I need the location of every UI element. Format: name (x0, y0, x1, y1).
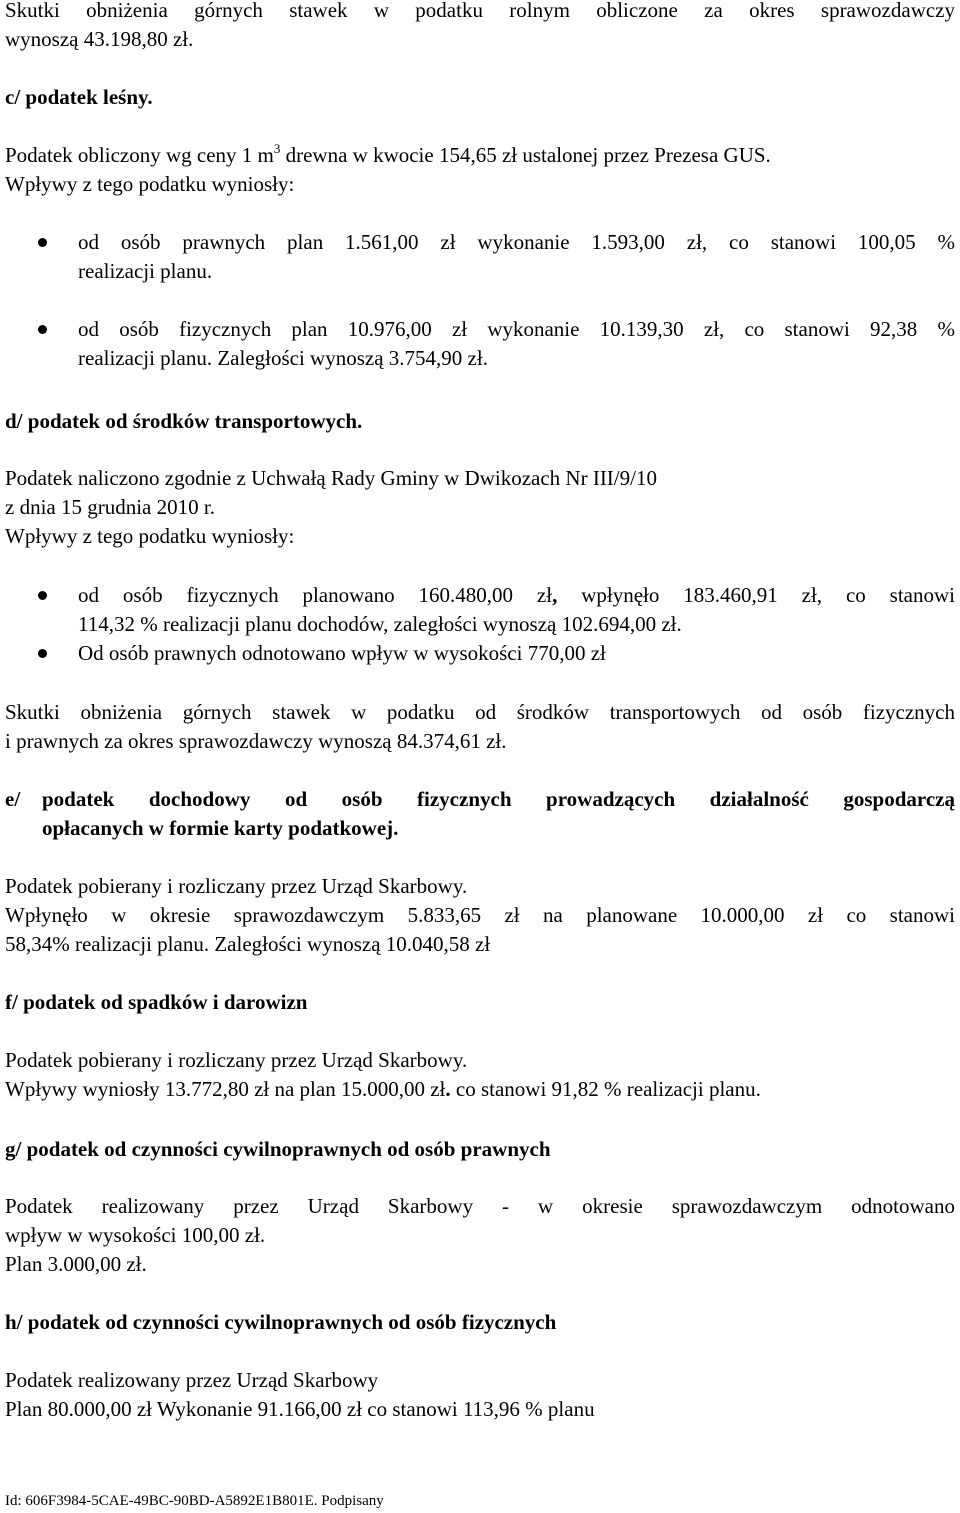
text-line: Podatek realizowany przez Urząd Skarbowy - w okresie sprawozdawczym odnotowano (5, 1194, 955, 1218)
text-line: Podatek naliczono zgodnie z Uchwałą Rady Gminy w Dwikozach Nr III/9/10 (5, 466, 657, 490)
text-line: i prawnych za okres sprawozdawczy wynoszą 84.374,61 zł. (5, 729, 507, 753)
text-line: realizacji planu. Zaległości wynoszą 3.754,90 zł. (78, 346, 488, 370)
text-line: Skutki obniżenia górnych stawek w podatku rolnym obliczone za okres sprawozdawczy (5, 0, 955, 22)
text-line: od osób fizycznych plan 10.976,00 zł wykonanie 10.139,30 zł, co stanowi 92,38 % (78, 317, 955, 341)
list-item-lesny-prawne (78, 228, 955, 286)
document-id-footer: Id: 606F3984-5CAE-49BC-90BD-A5892E1B801E. Podpisany (5, 1493, 384, 1509)
paragraph-transport-skutki (5, 698, 955, 756)
text-line: realizacji planu. (78, 259, 213, 283)
paragraph-pcc-prawne (5, 1192, 955, 1279)
text-line: od osób prawnych plan 1.561,00 zł wykonanie 1.593,00 zł, co stanowi 100,05 % (78, 230, 955, 254)
text-fragment: , (552, 583, 558, 607)
bullet-icon (38, 325, 47, 334)
list-item-transport-fizyczne (78, 581, 955, 639)
text-fragment: od osób fizycznych planowano 160.480,00 zł (78, 583, 553, 607)
text-line: z dnia 15 grudnia 2010 r. (5, 495, 215, 519)
paragraph-lesny-intro (5, 141, 955, 199)
paragraph-pcc-fizyczne (5, 1366, 955, 1424)
paragraph-spadki-darowizny (5, 1046, 955, 1104)
text-line: Podatek pobierany i rozliczany przez Urząd Skarbowy. (5, 874, 468, 898)
text-line (5, 1075, 955, 1104)
heading-karta-podatkowa (42, 785, 955, 843)
bullet-icon (38, 238, 47, 247)
text-fragment: co stanowi 91,82 % realizacji planu. (450, 1077, 761, 1101)
text-fragment: drewna w kwocie 154,65 zł ustalonej przez Prezesa GUS. (280, 143, 771, 167)
superscript: 3 (273, 141, 281, 156)
text-fragment: wpłynęło 183.460,91 zł, co stanowi (557, 583, 955, 607)
text-line: podatek dochodowy od osób fizycznych prowadzących działalność gospodarczą (42, 787, 955, 811)
bullet-icon (38, 591, 47, 600)
text-line: Skutki obniżenia górnych stawek w podatku od środków transportowych od osób fizycznych (5, 700, 955, 724)
text-line: Wpływy z tego podatku wyniosły: (5, 172, 295, 196)
text-fragment: Podatek obliczony wg ceny 1 m (5, 143, 274, 167)
text-fragment: . (445, 1077, 451, 1101)
text-fragment: Wpływy wyniosły 13.772,80 zł na plan 15.000,00 zł (5, 1077, 446, 1101)
text-line (78, 581, 955, 610)
list-item-lesny-fizyczne (78, 315, 955, 373)
paragraph-karta-podatkowa (5, 872, 955, 959)
text-line: opłacanych w formie karty podatkowej. (42, 816, 399, 840)
text-line (5, 141, 955, 170)
text-line: 114,32 % realizacji planu dochodów, zaległości wynoszą 102.694,00 zł. (78, 612, 682, 636)
text-line: Plan 80.000,00 zł Wykonanie 91.166,00 zł co stanowi 113,96 % planu (5, 1397, 595, 1421)
text-line: wpływ w wysokości 100,00 zł. (5, 1223, 266, 1247)
bullet-icon (38, 649, 47, 658)
heading-pcc-prawne: g/ podatek od czynności cywilnoprawnych od osób prawnych (5, 1137, 551, 1161)
text-line: Podatek realizowany przez Urząd Skarbowy (5, 1368, 379, 1392)
text-line: Plan 3.000,00 zł. (5, 1252, 147, 1276)
text-line: Podatek pobierany i rozliczany przez Urząd Skarbowy. (5, 1048, 468, 1072)
heading-label-e: e/ (5, 787, 21, 811)
list-item-transport-prawne (78, 639, 955, 668)
paragraph-rolny-skutki (5, 0, 955, 54)
paragraph-transport-uchwala (5, 464, 955, 551)
text-line: Od osób prawnych odnotowano wpływ w wysokości 770,00 zł (78, 641, 606, 665)
heading-podatek-transportowy: d/ podatek od środków transportowych. (5, 409, 363, 433)
text-line: Wpłynęło w okresie sprawozdawczym 5.833,65 zł na planowane 10.000,00 zł co stanowi (5, 903, 955, 927)
heading-podatek-lesny: c/ podatek leśny. (5, 85, 153, 109)
text-line: Wpływy z tego podatku wyniosły: (5, 524, 295, 548)
text-line: 58,34% realizacji planu. Zaległości wynoszą 10.040,58 zł (5, 932, 491, 956)
heading-spadki-darowizny: f/ podatek od spadków i darowizn (5, 990, 308, 1014)
text-line: wynoszą 43.198,80 zł. (5, 27, 194, 51)
heading-pcc-fizyczne: h/ podatek od czynności cywilnoprawnych od osób fizycznych (5, 1310, 557, 1334)
